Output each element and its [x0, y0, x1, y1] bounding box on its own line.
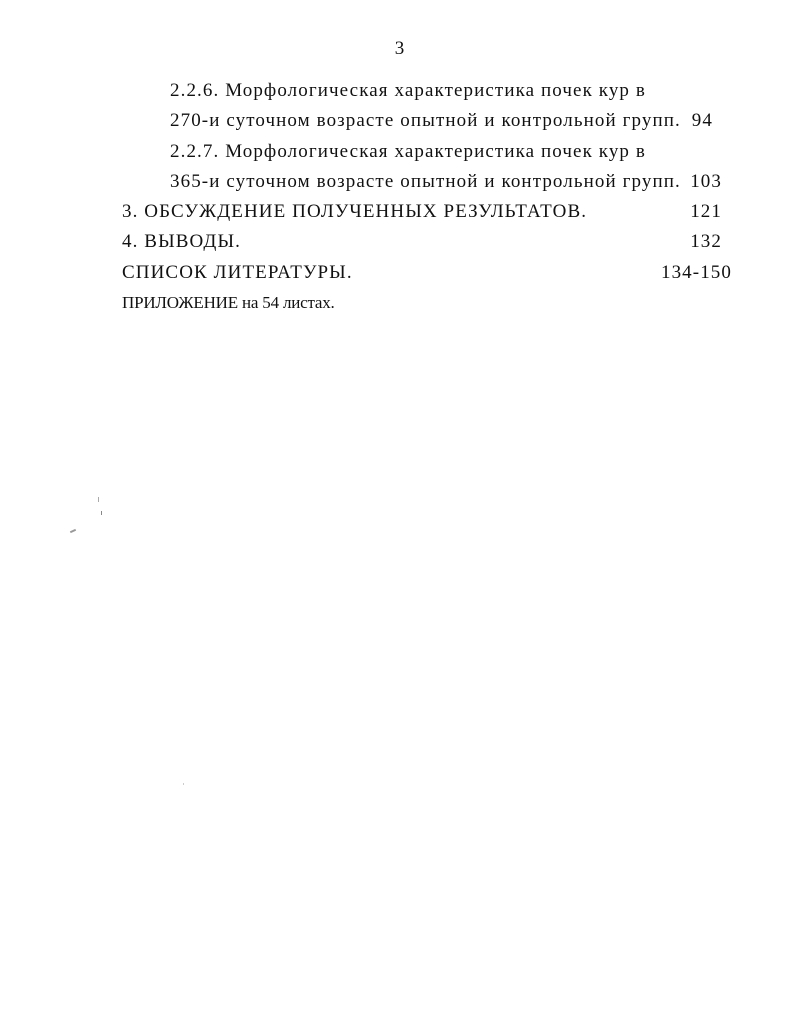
toc-entry-conclusions: 4. ВЫВОДЫ.	[122, 231, 241, 252]
toc-entry-2-2-6-line2: 270-и суточном возрасте опытной и контрольной групп.	[170, 110, 681, 131]
toc-entry-2-2-7-page: 103	[690, 171, 722, 192]
toc-entry-2-2-7-line2: 365-и суточном возрасте опытной и контрольной групп.	[170, 171, 681, 192]
toc-entry-conclusions-page: 132	[690, 231, 722, 252]
toc-entry-references-page: 134-150	[660, 262, 732, 283]
page-number: 3	[394, 38, 405, 59]
toc-entry-references: СПИСОК ЛИТЕРАТУРЫ.	[122, 262, 353, 283]
toc-entry-2-2-6-page: 94	[691, 110, 713, 131]
toc-entry-2-2-6-line1: 2.2.6. Морфологическая характеристика почек кур в	[170, 80, 646, 101]
toc-appendix: ПРИЛОЖЕНИЕ на 54 листах.	[122, 293, 335, 312]
toc-entry-2-2-7-line1: 2.2.7. Морфологическая характеристика почек кур в	[170, 141, 646, 162]
toc-entry-discussion-page: 121	[690, 201, 722, 222]
scan-speck	[98, 497, 99, 502]
scan-speck	[101, 511, 102, 515]
toc-entry-discussion: 3. ОБСУЖДЕНИЕ ПОЛУЧЕННЫХ РЕЗУЛЬТАТОВ.	[122, 201, 588, 222]
scan-speck	[183, 783, 184, 785]
scan-speck	[70, 529, 76, 533]
